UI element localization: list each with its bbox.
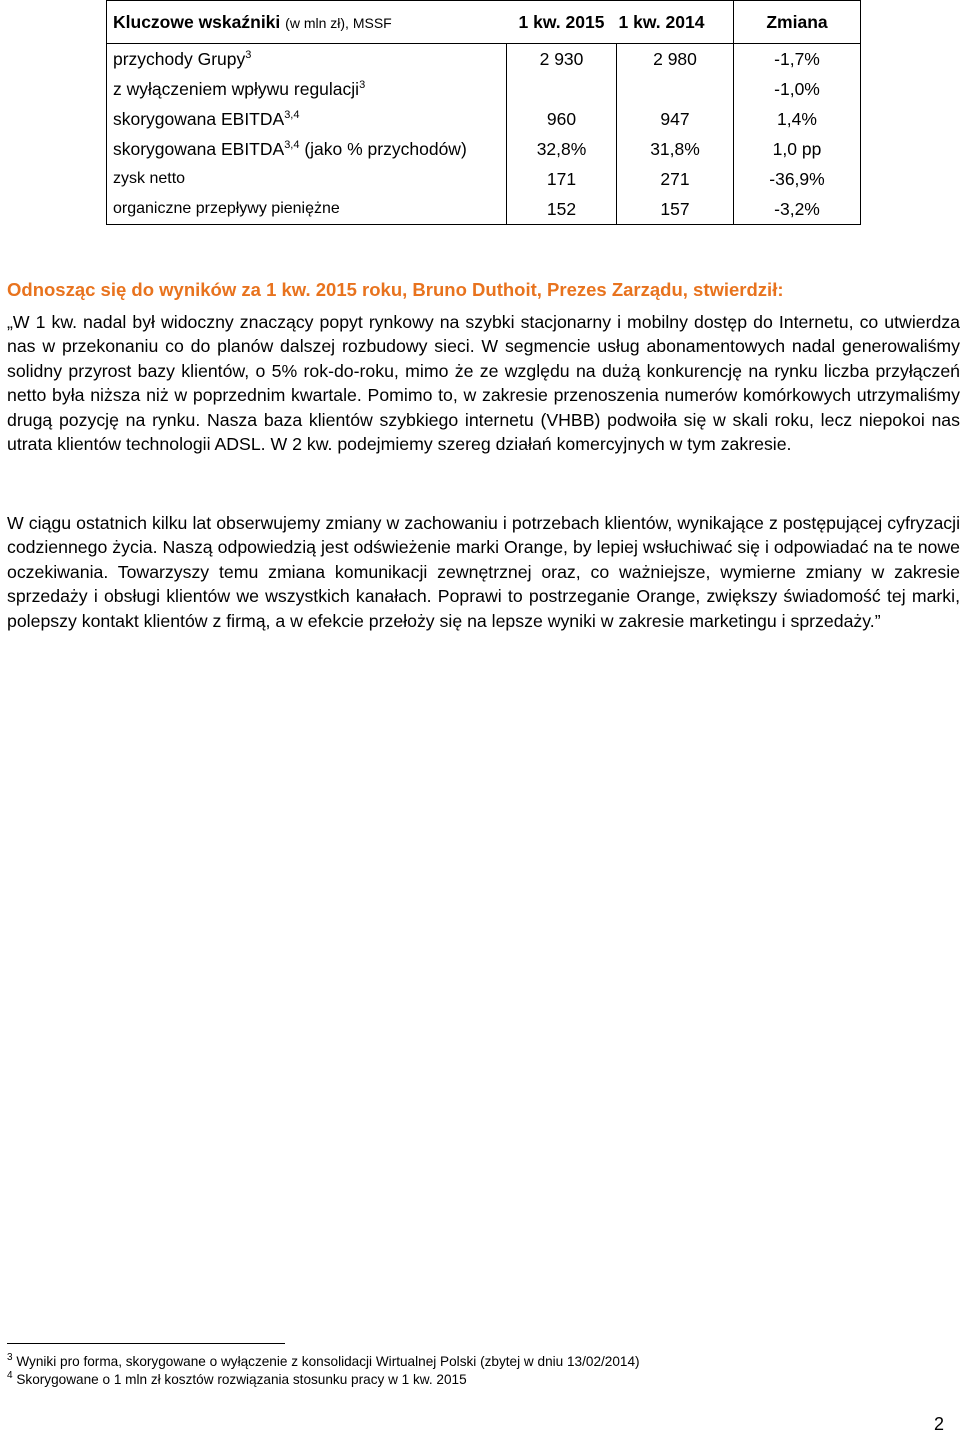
kpi-table [106,0,861,225]
table-row [107,44,861,75]
footnote-mark: 3 [7,1352,13,1363]
footnote-divider [7,1343,285,1344]
value-q1-2015 [507,74,617,104]
table-row [107,134,861,164]
table-header-row [107,1,861,44]
quote-paragraph-2: W ciągu ostatnich kilku lat obserwujemy zmiany w zachowaniu i potrzebach klientów, wynikające z postępującej cyfryzacji codziennego życia. Naszą odpowiedzią jest odświeżenie marki Orange, by lepiej wsłuchiwać się i odpowiadać na te nowe oczekiwania. Towarzyszy temu zmiana komunikacji zewnętrznej oraz, co ważniejsze, wymierne zmiany w zakresie sprzedaży i obsługi klientów we wszystkich kanałach. Poprawi to postrzeganie Orange, zwiększy świadomość tej marki, polepszy kontakt klientów z firmą, a w efekcie przełoży się na lepsze wyniki w zakresie marketingu i sprzedaży.” [7,513,960,631]
value-change: -1,7% [734,44,861,75]
header-indicators: Kluczowe wskaźniki (w mln zł), MSSF [107,1,507,44]
value-q1-2015: 960 [507,104,617,134]
value-q1-2015: 152 [507,194,617,225]
row-label: z wyłączeniem wpływu regulacji$^3$ [107,74,507,104]
value-change: 1,0 pp [734,134,861,164]
row-label: przychody Grupy$^3$ [107,44,507,75]
row-label: zysk netto [107,164,507,194]
page-number: 2 [934,1414,945,1434]
value-q1-2015: 32,8% [507,134,617,164]
value-q1-2014: 947 [617,104,734,134]
table-row [107,194,861,225]
quote-paragraph-1: „W 1 kw. nadal był widoczny znaczący popyt rynkowy na szybki stacjonarny i mobilny dostęp do Internetu, co utwierdza nas w przekonaniu co do planów dalszej rozbudowy sieci. W segmencie usług abonamentowych nadal generowaliśmy solidny przyrost bazy klientów, o 5% rok-do-roku, mimo że ze względu na dużą konkurencję na rynku liczba przyłączeń netto była niższa niż w poprzednim kwartale. Pomimo to, w zakresie przenoszenia numerów komórkowych utrzymaliśmy drugą pozycję na rynku. Nasza baza klientów szybkiego internetu (VHBB) podwoiła się w skali roku, lecz niepokoi nas utrata klientów technologii ADSL. W 2 kw. podejmiemy szereg działań komercyjnych w tym zakresie. [7,312,960,455]
header-q1-2014: 1 kw. 2014 [617,1,734,44]
value-change: -1,0% [734,74,861,104]
footnote-ref: 3 [245,48,252,61]
value-q1-2015: 2 930 [507,44,617,75]
value-q1-2014: 2 980 [617,44,734,75]
table-row [107,104,861,134]
footnote-ref: 3 [359,78,366,91]
header-change: Zmiana [734,1,861,44]
row-label: skorygowana EBITDA$^{3,4}$ [107,104,507,134]
value-q1-2014: 271 [617,164,734,194]
footnote-4: $^4$ Skorygowane o 1 mln zł kosztów rozwiązania stosunku pracy w 1 kw. 2015 [7,1370,467,1387]
value-q1-2015: 171 [507,164,617,194]
footnote-3: $^3$ Wyniki pro forma, skorygowane o wyłączenie z konsolidacji Wirtualnej Polski (zbytej w dniu 13/02/2014) [7,1352,640,1369]
value-change: -3,2% [734,194,861,225]
footnote-ref: 3,4 [284,108,300,121]
quote-heading: Odnosząc się do wyników za 1 kw. 2015 roku, Bruno Duthoit, Prezes Zarządu, stwierdził: [7,279,784,300]
value-change: -36,9% [734,164,861,194]
row-label: skorygowana EBITDA$^{3,4}$ (jako % przychodów) [107,134,507,164]
row-label: organiczne przepływy pieniężne [107,194,507,225]
footnote-mark: 4 [7,1370,13,1381]
header-unit-note: (w mln zł), MSSF [285,14,392,31]
table-row [107,164,861,194]
header-q1-2015: 1 kw. 2015 [507,1,617,44]
value-q1-2014 [617,74,734,104]
value-q1-2014: 31,8% [617,134,734,164]
footnote-ref: 3,4 [284,138,300,151]
table-row [107,74,861,104]
value-q1-2014: 157 [617,194,734,225]
value-change: 1,4% [734,104,861,134]
